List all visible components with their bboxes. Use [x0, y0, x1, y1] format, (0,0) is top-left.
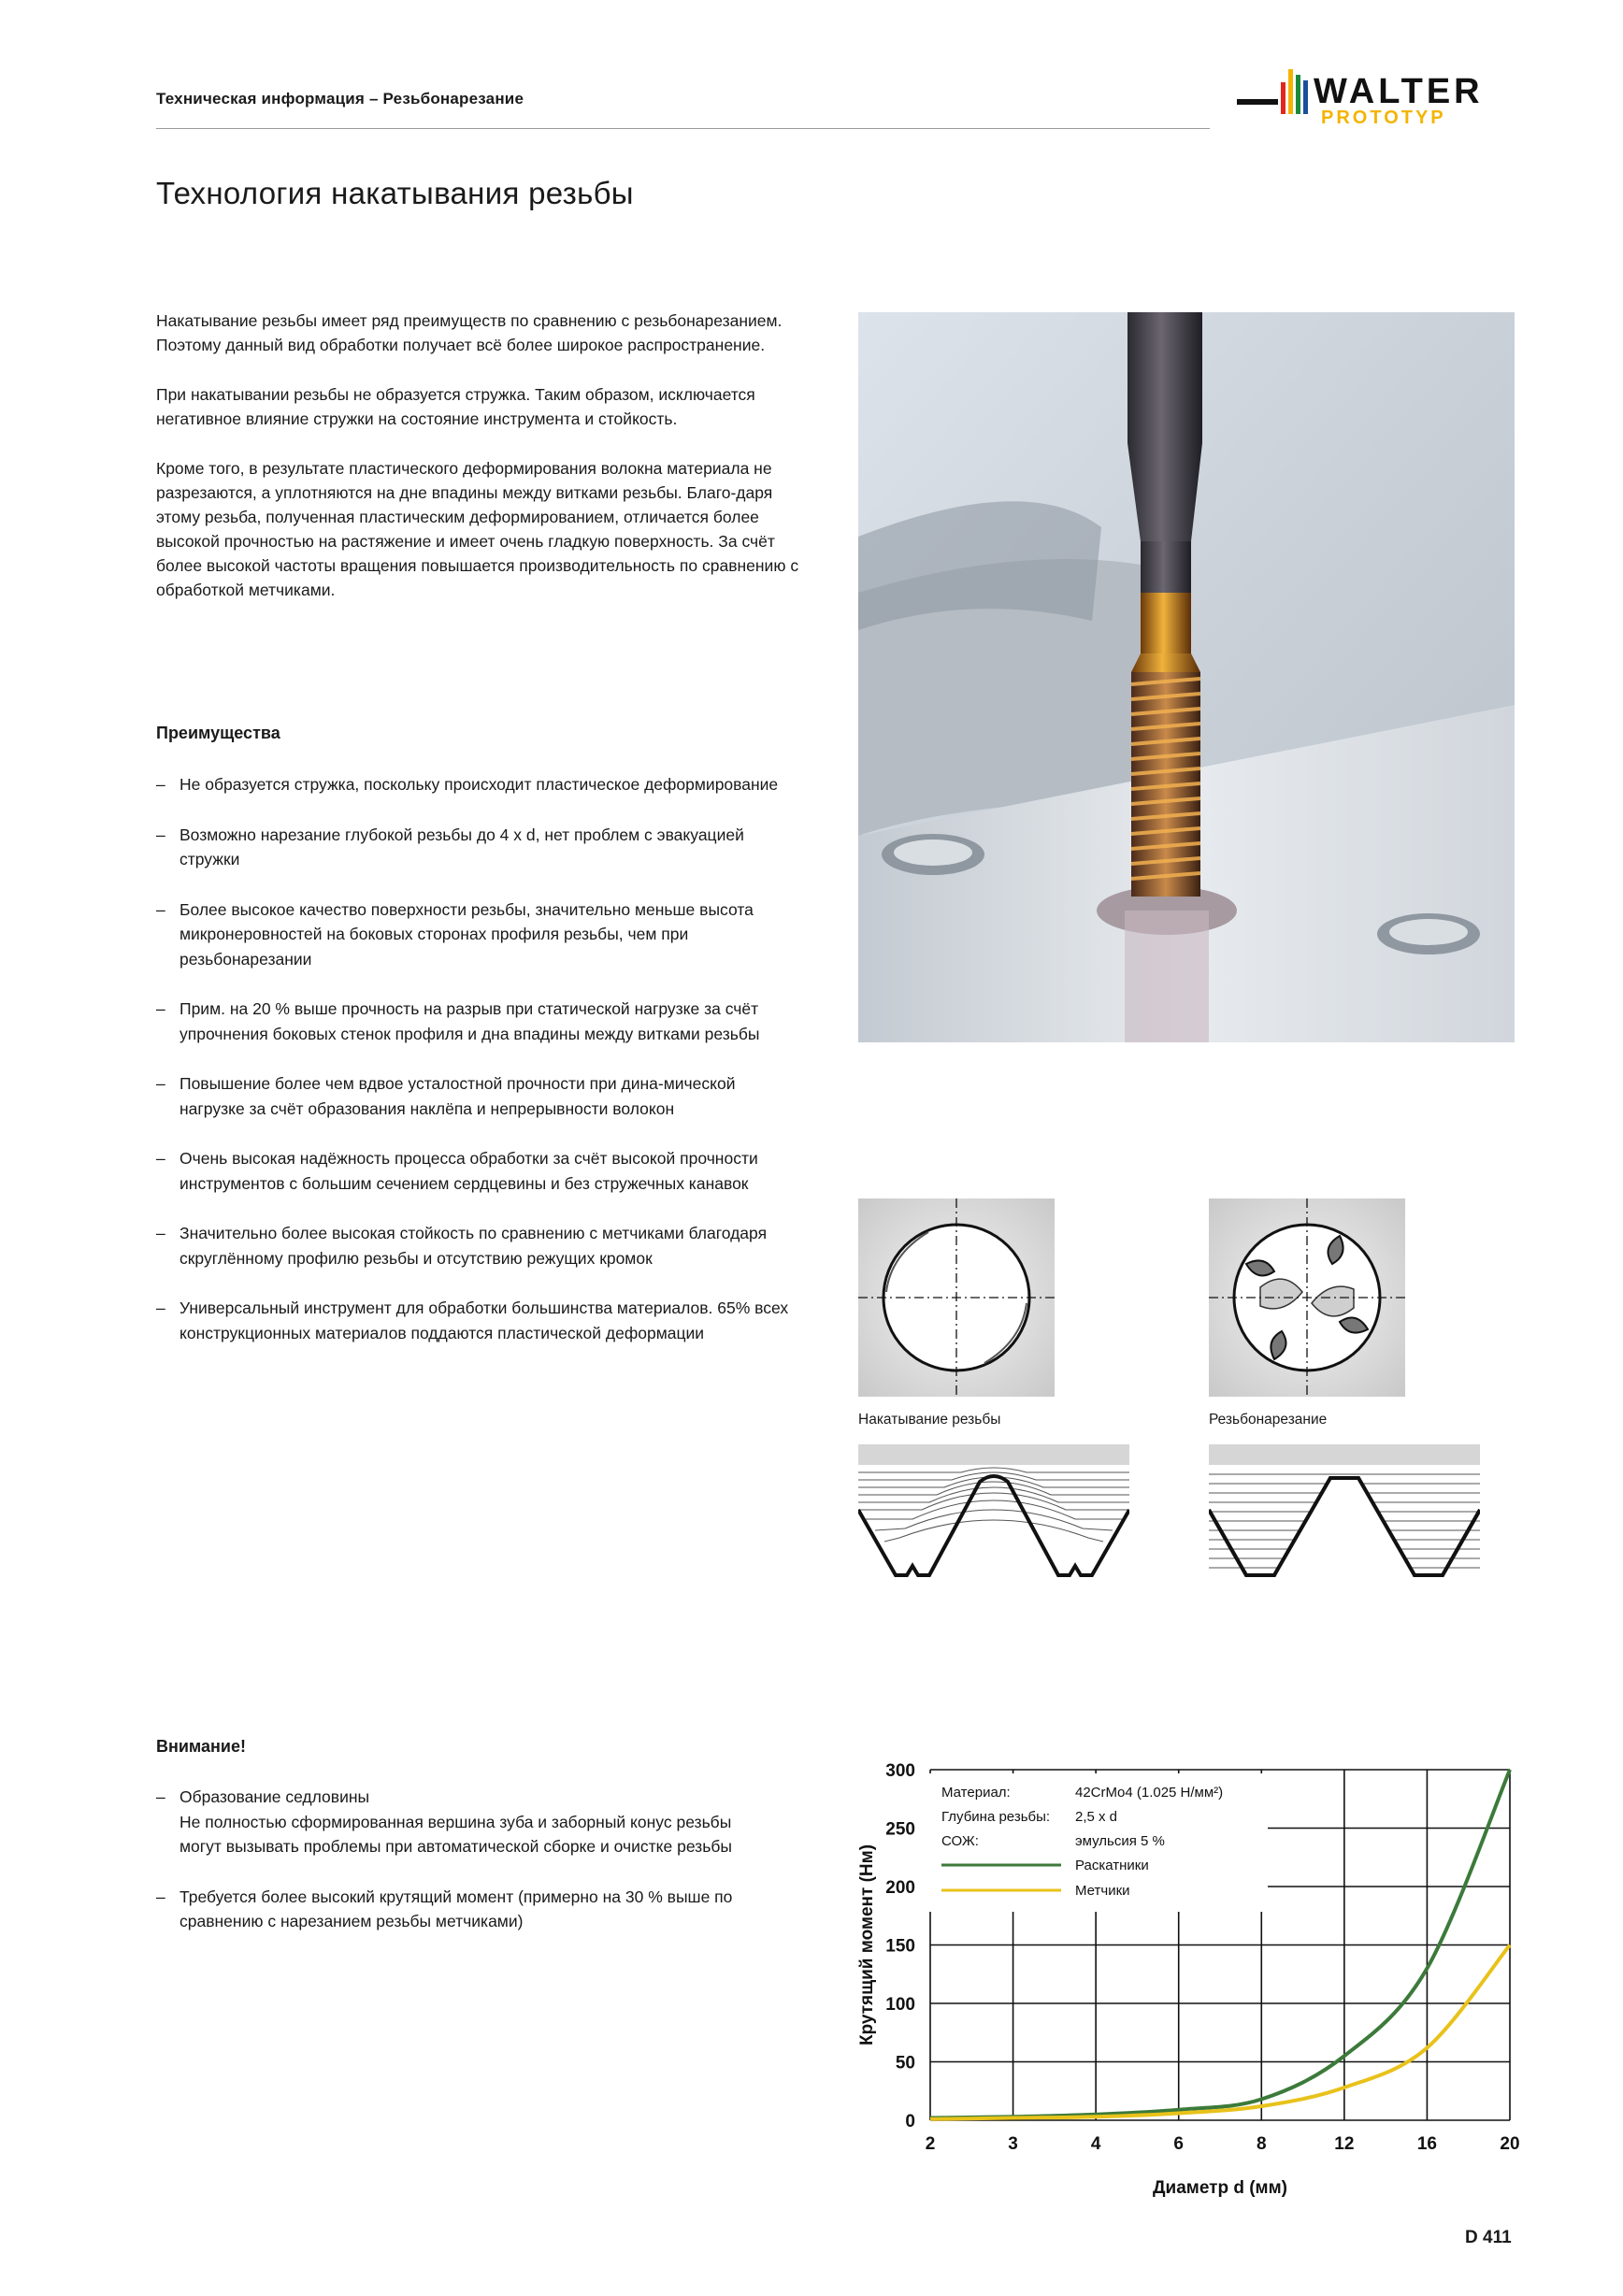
list-item: – Значительно более высокая стойкость по сравнению с метчиками благодаря скруглённому профилю резьбы и отсутствию режущих кромок [156, 1221, 792, 1270]
header-divider [156, 128, 1210, 129]
warning-heading: Внимание! [156, 1737, 246, 1756]
info-value: эмульсия 5 % [1075, 1833, 1165, 1849]
intro-text [156, 309, 820, 627]
y-axis-label: Крутящий момент (Нм) [857, 1844, 877, 2046]
x-tick-label: 2 [925, 2134, 936, 2154]
y-tick-label: 250 [885, 1819, 915, 1840]
x-tick-label: 8 [1256, 2134, 1267, 2154]
torque-chart [846, 1748, 1538, 2211]
advantages-heading: Преимущества [156, 724, 280, 742]
y-tick-label: 150 [885, 1936, 915, 1957]
breadcrumb: Техническая информация – Резьбонарезание [156, 90, 524, 108]
svg-text:PROTOTYP: PROTOTYP [1321, 108, 1446, 128]
list-item: – Не образуется стружка, поскольку происходит пластическое деформирование [156, 772, 792, 797]
x-tick-label: 20 [1500, 2134, 1520, 2154]
x-axis-label: Диаметр d (мм) [1153, 2178, 1287, 2198]
y-tick-label: 50 [895, 2053, 915, 2074]
list-item: – Повышение более чем вдвое усталостной прочности при дина-мической нагрузке за счёт образования наклёпа и непрерывности волокон [156, 1071, 792, 1121]
x-tick-label: 12 [1334, 2134, 1355, 2154]
thread-cutting-section-figure [1209, 1198, 1405, 1397]
thread-former-photo [858, 312, 1515, 1042]
walter-logo [1237, 62, 1517, 136]
x-tick-label: 4 [1090, 2134, 1101, 2154]
list-item: – Универсальный инструмент для обработки большинства материалов. 65% всех конструкционных материалов поддаются пластической деформации [156, 1296, 792, 1345]
forming-caption: Накатывание резьбы [858, 1412, 1001, 1428]
y-tick-label: 300 [885, 1761, 915, 1781]
warning-list [156, 1785, 754, 1959]
info-value: 42CrMo4 (1.025 Н/мм²) [1075, 1785, 1224, 1801]
info-label: СОЖ: [941, 1833, 979, 1849]
y-tick-label: 100 [885, 1995, 915, 2015]
y-tick-label: 0 [905, 2112, 915, 2131]
page-number: D 411 [1465, 2228, 1512, 2247]
thread-forming-section-figure [858, 1198, 1055, 1397]
intro-paragraph: Накатывание резьбы имеет ряд преимуществ по сравнению с резьбонарезанием. Поэтому данный вид обработки получает всё более широкое распространение. [156, 311, 783, 354]
formed-thread-profile [858, 1444, 1129, 1583]
list-item: – Прим. на 20 % выше прочность на разрыв при статической нагрузке за счёт упрочнения боковых стенок профиля и дна впадины между витками резьбы [156, 997, 792, 1046]
list-item: – Очень высокая надёжность процесса обработки за счёт высокой прочности инструментов с большим сечением сердцевины и без стружечных канавок [156, 1146, 792, 1196]
cutting-caption: Резьбонарезание [1209, 1412, 1328, 1428]
intro-paragraph: При накатывании резьбы не образуется стружка. Таким образом, исключается негативное влияние стружки на состояние инструмента и стойкость. [156, 385, 755, 428]
page-title: Технология накатывания резьбы [156, 176, 634, 210]
list-item: – Возможно нарезание глубокой резьбы до 4 x d, нет проблем с эвакуацией стружки [156, 823, 792, 872]
legend-label: Метчики [1075, 1883, 1130, 1899]
y-tick-label: 200 [885, 1878, 915, 1898]
cut-thread-profile [1209, 1444, 1480, 1583]
legend-label: Раскатники [1075, 1858, 1149, 1873]
x-tick-label: 3 [1008, 2134, 1018, 2154]
svg-text:WALTER: WALTER [1314, 72, 1484, 111]
list-item: – Более высокое качество поверхности резьбы, значительно меньше высота микронеровностей на боковых сторонах профиля резьбы, чем при резьбонарезании [156, 897, 792, 972]
list-item: – Требуется более высокий крутящий момент (примерно на 30 % выше по сравнению с нарезанием резьбы метчиками) [156, 1885, 754, 1934]
info-value: 2,5 x d [1075, 1809, 1118, 1825]
info-label: Глубина резьбы: [941, 1809, 1051, 1825]
advantages-list [156, 772, 792, 1370]
info-label: Материал: [941, 1785, 1011, 1801]
x-tick-label: 16 [1416, 2134, 1437, 2154]
list-item: – Образование седловины Не полностью сформированная вершина зуба и заборный конус резьбы могут вызывать проблемы при автоматической сборке и очистке резьбы [156, 1785, 754, 1859]
intro-paragraph: Кроме того, в результате пластического деформирования волокна материала не разрезаются, а уплотняются на дне впадины между витками резьбы. Благо-даря этому резьба, полученная пластическим деформированием, отличается более высокой прочностью на растяжение и имеет очень гладкую поверхность. За счёт более высокой частоты вращения повышается производительность по сравнению с обработкой метчиками. [156, 459, 799, 599]
series-line [930, 1945, 1510, 2119]
x-tick-label: 6 [1173, 2134, 1185, 2154]
